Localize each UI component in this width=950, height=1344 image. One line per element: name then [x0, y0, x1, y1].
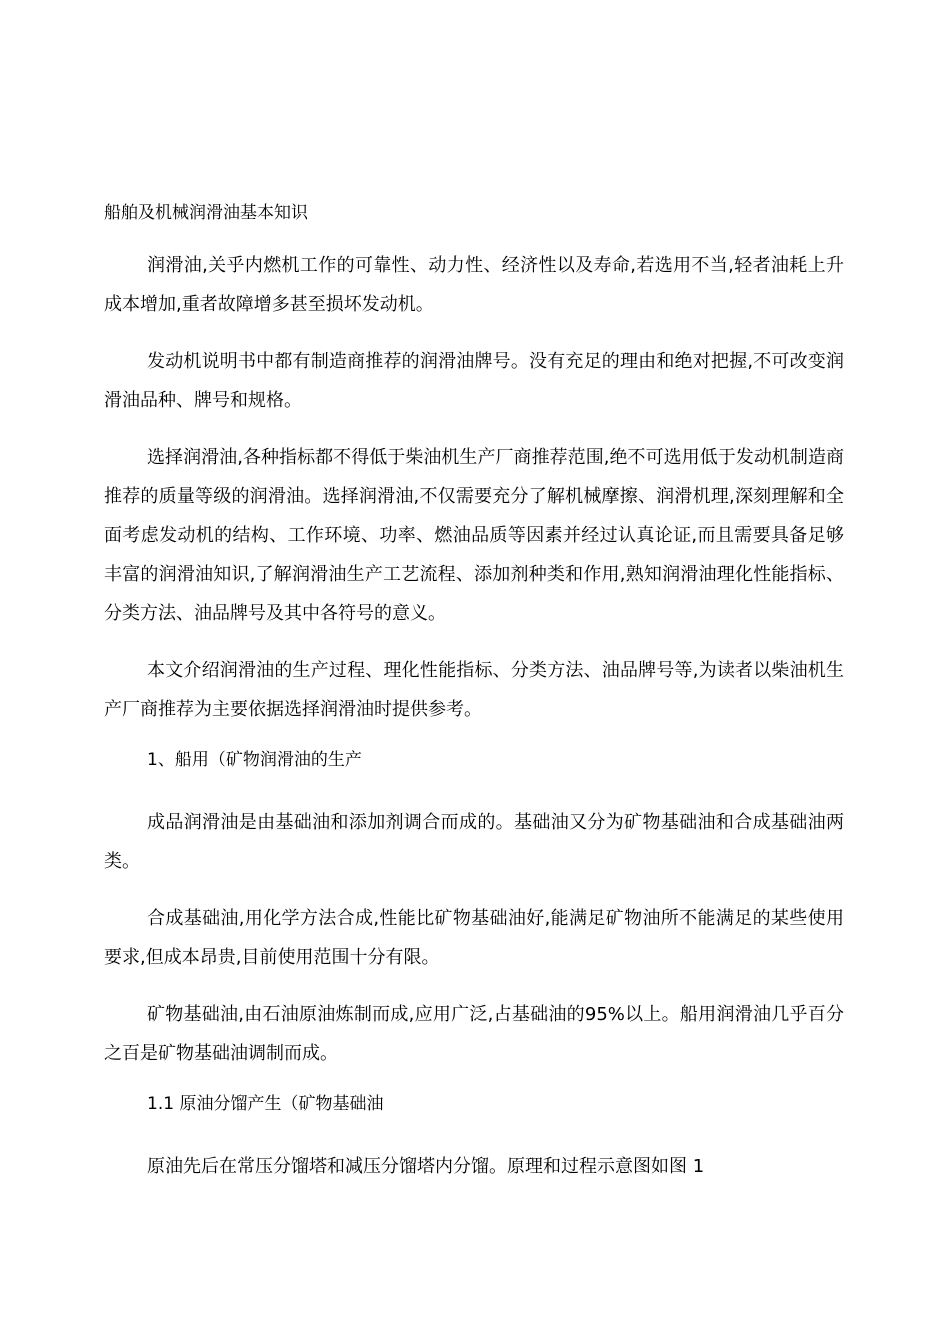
paragraph-mineral-oil: 矿物基础油,由石油原油炼制而成,应用广泛,占基础油的95%以上。船用润滑油几乎百分之百是矿物基础油调制而成。	[104, 1004, 844, 1064]
document-title: 船舶及机械润滑油基本知识	[104, 203, 308, 223]
paragraph-intro: 润滑油,关乎内燃机工作的可靠性、动力性、经济性以及寿命,若选用不当,轻者油耗上升成本增加,重者故障增多甚至损坏发动机。	[104, 255, 844, 315]
paragraph-purpose: 本文介绍润滑油的生产过程、理化性能指标、分类方法、油品牌号等,为读者以柴油机生产厂商推荐为主要依据选择润滑油时提供参考。	[104, 660, 844, 720]
document-body	[104, 200, 844, 1210]
paragraph-distillation: 原油先后在常压分馏塔和减压分馏塔内分馏。原理和过程示意图如图 1	[147, 1156, 705, 1177]
paragraph-manual: 发动机说明书中都有制造商推荐的润滑油牌号。没有充足的理由和绝对把握,不可改变润滑油品种、牌号和规格。	[104, 351, 844, 411]
section-heading-1: 1、船用（矿物润滑油的生产	[147, 750, 362, 770]
paragraph-selection: 选择润滑油,各种指标都不得低于柴油机生产厂商推荐范围,绝不可选用低于发动机制造商推荐的质量等级的润滑油。选择润滑油,不仅需要充分了解机械摩擦、润滑机理,深刻理解和全面考虑发动机的结构、工作环境、功率、燃油品质等因素并经过认真论证,而且需要具备足够丰富的润滑油知识,了解润滑油生产工艺流程、添加剂种类和作用,熟知润滑油理化性能指标、分类方法、油品牌号及其中各符号的意义。	[104, 447, 844, 624]
paragraph-synthetic-oil: 合成基础油,用化学方法合成,性能比矿物基础油好,能满足矿物油所不能满足的某些使用要求,但成本昂贵,目前使用范围十分有限。	[104, 908, 844, 968]
paragraph-finished-oil: 成品润滑油是由基础油和添加剂调合而成的。基础油又分为矿物基础油和合成基础油两类。	[104, 812, 844, 872]
section-heading-1-1: 1.1 原油分馏产生（矿物基础油	[147, 1094, 384, 1114]
